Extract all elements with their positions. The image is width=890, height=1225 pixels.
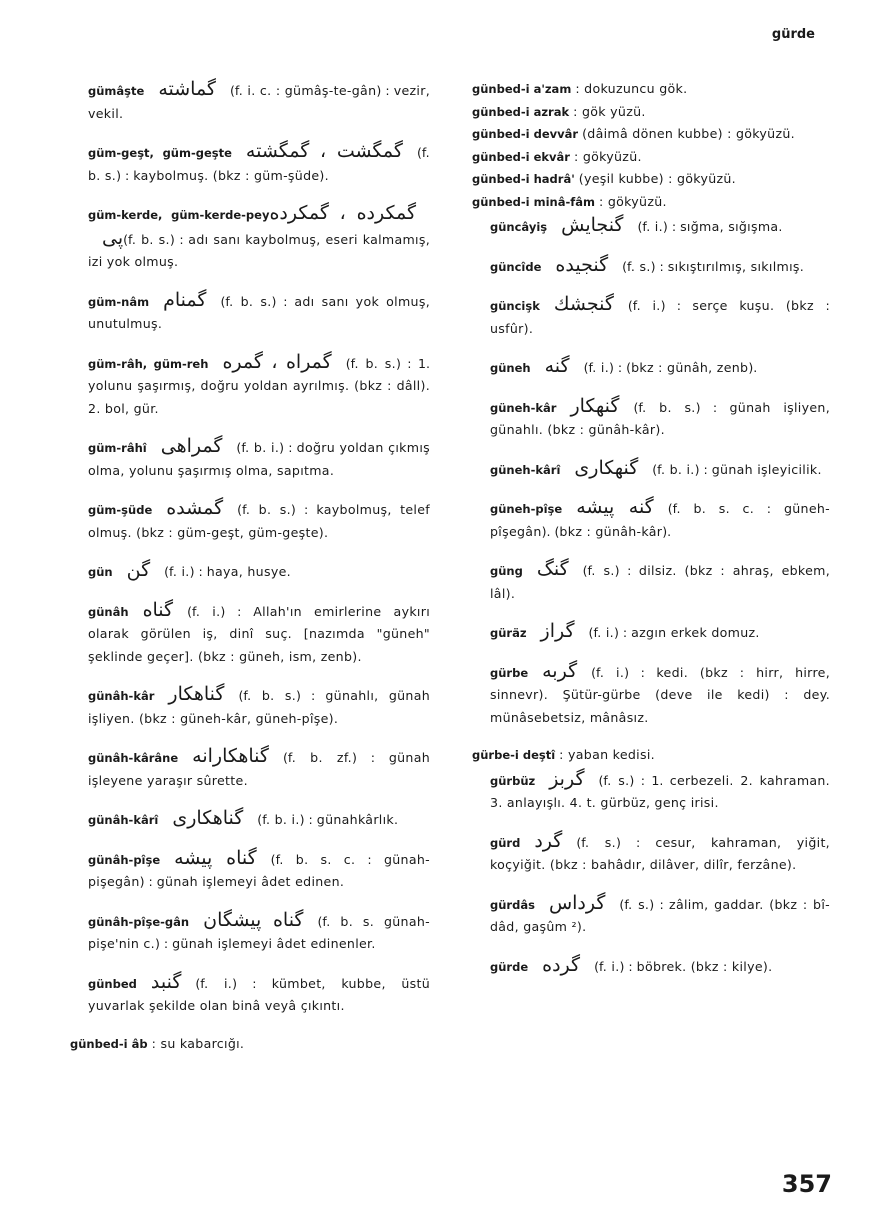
definition: (f. i.) : kedi. (bkz : hirr, hirre, sinnevr). Şütür-gürbe (deve ile kedi) : dey. münâsebetsiz, mânâsız. bbox=[490, 664, 830, 725]
headword: günbed-i azrak bbox=[472, 104, 570, 119]
guide-word: gürde bbox=[771, 27, 815, 42]
ottoman-script: گمگشت ، گمگشته bbox=[245, 140, 403, 162]
headword: günâh-kârî bbox=[88, 813, 159, 827]
ottoman-script: گرده bbox=[542, 953, 581, 976]
definition: (f. i.) : kümbet, kubbe, üstü yuvarlak şekilde olan binâ veyâ çıkıntı. bbox=[88, 975, 430, 1013]
left-column bbox=[52, 78, 430, 1056]
headword: güncîde bbox=[490, 259, 542, 274]
definition: : dokuzuncu gök. bbox=[575, 81, 688, 96]
definition: (f. b. zf.) : günah işleyene yaraşır sûrette. bbox=[88, 750, 430, 788]
headword: gürbüz bbox=[490, 773, 536, 788]
dictionary-entry bbox=[52, 289, 430, 336]
headword: güncişk bbox=[490, 299, 540, 313]
headword: güm-râh, güm-reh bbox=[88, 356, 209, 371]
definition: (f. s.) : cesur, kahraman, yiğit, koçyiğit. (bkz : bahâdır, dilâver, dilîr, ferzâne). bbox=[490, 834, 830, 872]
dictionary-entry bbox=[454, 892, 830, 939]
dictionary-entry bbox=[454, 168, 830, 191]
headword: güm-râhî bbox=[88, 441, 147, 455]
headword: güneh-kâr bbox=[490, 400, 557, 415]
definition: (f. i.) : Allah'ın emirlerine aykırı olarak görülen iş, dinî suç. [nazımda "güneh" şeklinde geçer]. (bkz : güneh, ism, zenb). bbox=[88, 603, 430, 664]
dictionary-entry bbox=[52, 435, 430, 482]
dictionary-entry bbox=[52, 971, 430, 1018]
headword: günbed-i âb bbox=[70, 1036, 148, 1051]
definition: (f. b. s. günah-pişe'nin c.) : günah işlemeyi âdet edinenler. bbox=[88, 913, 430, 951]
dictionary-entry bbox=[454, 123, 830, 146]
headword: güm-nâm bbox=[88, 294, 150, 309]
headword: güneh bbox=[490, 361, 531, 375]
definition: (f. b. s. c. : günah-pişegân) : günah işlemeyi âdet edinen. bbox=[88, 851, 430, 889]
headword: güneh-kârî bbox=[490, 462, 561, 477]
definition: (f. i.) : serçe kuşu. (bkz : usfûr). bbox=[490, 298, 830, 336]
ottoman-script: گمراه ، گمره bbox=[222, 350, 332, 373]
dictionary-entry bbox=[52, 847, 430, 894]
ottoman-script: گنهکاری bbox=[574, 456, 639, 479]
headword: gürde bbox=[490, 959, 529, 974]
page-number: 357 bbox=[781, 1170, 832, 1198]
definition: (f. b. i.) : günahkârlık. bbox=[257, 812, 399, 827]
dictionary-entry bbox=[52, 497, 430, 544]
dictionary-entry bbox=[454, 214, 830, 239]
ottoman-script: گربه bbox=[542, 659, 578, 682]
right-column bbox=[454, 78, 830, 993]
ottoman-script: گناه پیشه bbox=[174, 846, 257, 869]
definition: (yeşil kubbe) : gökyüzü. bbox=[578, 171, 736, 186]
dictionary-entry bbox=[52, 351, 430, 421]
ottoman-script: گنبد bbox=[150, 970, 182, 993]
definition: (f. b. s.) : günah işliyen, günahlı. (bkz : günâh-kâr). bbox=[490, 399, 830, 437]
headword: günbed-i a'zam bbox=[472, 82, 572, 96]
headword: günbed-i devvâr bbox=[472, 127, 579, 141]
definition: (f. i.) : böbrek. (bkz : kilye). bbox=[594, 958, 773, 974]
headword: günbed-i hadrâ' bbox=[472, 172, 575, 186]
headword: günâh-pîşe bbox=[88, 852, 161, 867]
headword: gün bbox=[88, 565, 113, 579]
dictionary-entry bbox=[52, 559, 430, 584]
definition: : gökyüzü. bbox=[599, 193, 667, 209]
headword: güm-geşt, güm-geşte bbox=[88, 146, 232, 160]
definition: (f. b. s.) : adı sanı kaybolmuş, eseri kalmamış, izi yok olmuş. bbox=[88, 231, 430, 269]
dictionary-entry bbox=[52, 140, 430, 187]
dictionary-entry bbox=[454, 954, 830, 979]
headword: gürbe-i deştî bbox=[472, 748, 556, 762]
definition: (f. s.) : 1. cerbezeli. 2. kahraman. 3. anlayışlı. 4. t. gürbüz, genç irisi. bbox=[490, 772, 830, 810]
definition: (f. b. i.) : günah işleyicilik. bbox=[652, 461, 822, 477]
dictionary-entry bbox=[454, 496, 830, 543]
ottoman-script: گنجیده bbox=[555, 253, 609, 276]
dictionary-entry bbox=[52, 745, 430, 792]
dictionary-entry bbox=[52, 1033, 430, 1056]
dictionary-entry bbox=[454, 768, 830, 815]
definition: : su kabarcığı. bbox=[151, 1035, 245, 1051]
ottoman-script: گناهکار bbox=[168, 683, 225, 705]
definition: (f. i.) : sığma, sığışma. bbox=[637, 219, 783, 234]
dictionary-entry bbox=[454, 146, 830, 169]
ottoman-script: گمنام bbox=[163, 288, 207, 311]
dictionary-entry bbox=[454, 660, 830, 730]
ottoman-script: گماشته bbox=[158, 78, 216, 100]
definition: (f. i. c. : gümâş-te-gân) : vezir, vekil. bbox=[88, 83, 430, 121]
headword: güm-kerde, güm-kerde-pey bbox=[88, 208, 270, 222]
ottoman-script: گنه پیشه bbox=[576, 496, 654, 518]
ottoman-script: گمراهی bbox=[160, 435, 223, 457]
dictionary-entry bbox=[454, 744, 830, 767]
dictionary-entry bbox=[454, 830, 830, 877]
headword: güm-şüde bbox=[88, 503, 153, 517]
dictionary-entry bbox=[52, 683, 430, 730]
ottoman-script: گرداس bbox=[548, 891, 606, 914]
ottoman-script: گراز bbox=[540, 620, 575, 642]
ottoman-script: گناه bbox=[142, 598, 174, 621]
ottoman-script: گنجشك bbox=[553, 293, 614, 315]
headword: günâh-kârâne bbox=[88, 751, 179, 765]
headword: günâh-kâr bbox=[88, 689, 155, 703]
headword: günâh-pîşe-gân bbox=[88, 914, 190, 929]
dictionary-entry bbox=[454, 395, 830, 442]
headword: güng bbox=[490, 564, 523, 578]
definition: (f. s.) : sıkıştırılmış, sıkılmış. bbox=[622, 258, 805, 274]
dictionary-entry bbox=[454, 101, 830, 124]
definition: (f. i.) : azgın erkek domuz. bbox=[588, 625, 760, 640]
definition: : yaban kedisi. bbox=[559, 747, 655, 762]
ottoman-script: گناهکارانه bbox=[192, 745, 269, 767]
definition: (f. b. s.) : 1. yolunu şaşırmış, doğru yoldan ayrılmış. (bkz : dâll). 2. bol, gür. bbox=[88, 355, 430, 416]
dictionary-entry bbox=[454, 254, 830, 279]
dictionary-entry bbox=[454, 293, 830, 340]
definition: : gökyüzü. bbox=[573, 148, 642, 164]
ottoman-script: گمشده bbox=[166, 497, 224, 519]
definition: (f. b. s.) : kaybolmuş, telef olmuş. (bkz : güm-geşt, güm-geşte). bbox=[88, 502, 430, 540]
definition: (f. i.) : haya, husye. bbox=[164, 564, 291, 579]
headword: güneh-pîşe bbox=[490, 502, 563, 516]
dictionary-entry bbox=[454, 620, 830, 645]
ottoman-script: گرد bbox=[534, 829, 563, 852]
dictionary-entry bbox=[52, 202, 430, 274]
dictionary-entry bbox=[52, 78, 430, 125]
headword: gürd bbox=[490, 835, 521, 850]
definition: (f. s.) : zâlim, gaddar. (bkz : bî-dâd, gaşûm ²). bbox=[490, 896, 830, 934]
dictionary-entry bbox=[454, 355, 830, 380]
headword: gürdâs bbox=[490, 897, 535, 912]
dictionary-entry bbox=[454, 78, 830, 101]
definition: (f. b. s.) : günahlı, günah işliyen. (bkz : güneh-kâr, güneh-pîşe). bbox=[88, 688, 430, 726]
ottoman-script: گنهکار bbox=[570, 394, 620, 417]
headword: günbed-i ekvâr bbox=[472, 149, 570, 164]
definition: : gök yüzü. bbox=[573, 103, 646, 119]
ottoman-script: گنگ bbox=[536, 558, 569, 580]
dictionary-entry bbox=[52, 807, 430, 832]
definition: (f. b. i.) : doğru yoldan çıkmış olma, yolunu şaşırmış olma, sapıtma. bbox=[88, 440, 430, 478]
ottoman-script: گربز bbox=[549, 767, 585, 790]
headword: gürbe bbox=[490, 665, 529, 680]
ottoman-script: گن bbox=[126, 559, 151, 581]
headword: günbed-i minâ-fâm bbox=[472, 194, 595, 209]
definition: (f. b. s.) : kaybolmuş. (bkz : güm-şüde). bbox=[88, 145, 430, 183]
dictionary-entry bbox=[454, 457, 830, 482]
headword: güncâyiş bbox=[490, 220, 548, 234]
ottoman-script: گناه پیشگان bbox=[203, 908, 304, 931]
ottoman-script: گنجایش bbox=[561, 214, 624, 236]
ottoman-script: گمکرده ، گمکرده پی bbox=[102, 202, 416, 249]
dictionary-entry bbox=[454, 191, 830, 214]
definition: (f. i.) : (bkz : günâh, zenb). bbox=[583, 360, 758, 375]
definition: (dâimâ dönen kubbe) : gökyüzü. bbox=[582, 126, 795, 141]
dictionary-entry bbox=[52, 599, 430, 669]
ottoman-script: گناهکاری bbox=[172, 807, 244, 829]
dictionary-entry bbox=[52, 909, 430, 956]
headword: gümâşte bbox=[88, 84, 145, 98]
definition: (f. s.) : dilsiz. (bkz : ahraş, ebkem, lâl). bbox=[490, 563, 830, 601]
headword: günbed bbox=[88, 976, 137, 991]
headword: güräz bbox=[490, 626, 527, 640]
definition: (f. b. s.) : adı sanı yok olmuş, unutulmuş. bbox=[88, 293, 430, 331]
definition: (f. b. s. c. : güneh-pîşegân). (bkz : günâh-kâr). bbox=[490, 501, 830, 539]
dictionary-entry bbox=[454, 558, 830, 605]
headword: günâh bbox=[88, 604, 129, 619]
ottoman-script: گنه bbox=[544, 355, 570, 377]
